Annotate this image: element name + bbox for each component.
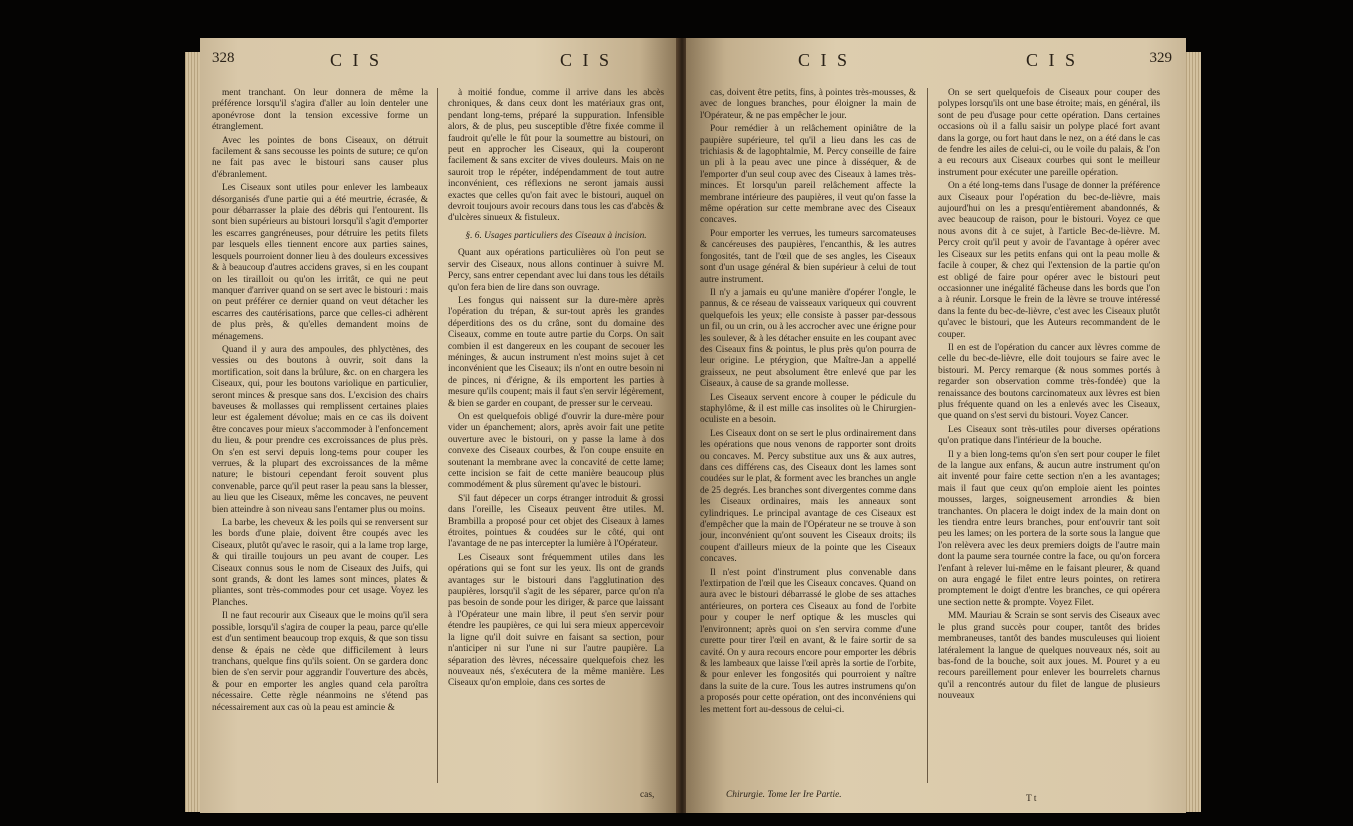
left-head-title-2: C I S <box>560 50 613 70</box>
column-rule <box>437 88 438 783</box>
left-running-head <box>200 50 678 78</box>
column-rule <box>927 88 928 783</box>
left-page-number: 328 <box>212 50 235 66</box>
paragraph: Quant aux opérations particulières où l'on peut se servir des Ciseaux, nous allons continuer à suivre M. Percy, sans entrer cependant avec lui dans tous les détails qu'on fera bien de lire dans son ouvrage. <box>448 248 664 293</box>
paragraph: Pour emporter les verrues, les tumeurs sarcomateuses & cancéreuses des paupières, l'encanthis, & les autres fongosités, tant de l'œil que de ses angles, les Ciseaux sont d'un usage général & bien supérieur à celui de tout autre instrument. <box>700 228 916 285</box>
signature-mark: T t <box>1026 794 1037 804</box>
paragraph: On se sert quelquefois de Ciseaux pour couper des polypes lorsqu'ils ont une base étroite; mais, en général, ils sont de peu d'usage pour cette opération. Dans certaines occasions où il a fallu saisir un polype placé fort avant dans la gorge, ou fort haut dans le nez, on a été dans le cas de fendre les ailes de celui-ci, ou le voile du palais, & l'on a eu recours aux Ciseaux courbes qui sont le meilleur instrument pour exécuter une pareille opération. <box>938 88 1160 178</box>
left-column-2 <box>448 88 664 692</box>
paragraph: cas, doivent être petits, fins, à pointes très-mousses, & avec de longues branches, pour éloigner la main de l'Opérateur, & ne pas empêcher le jour. <box>700 88 916 121</box>
paragraph: Il ne faut recourir aux Ciseaux que le moins qu'il sera possible, lorsqu'il s'agira de couper la peau, parce qu'elle est d'un sentiment beaucoup trop exquis, & que son tissu dense & épais ne cède que difficilement à leurs tranchans, quelque fins qu'ils soient. On se gardera donc bien de s'en servir pour aggrandir l'ouverture des abcès, & pour en emporter les angles quand cela paroîtra nécessaire. Cette règle néanmoins ne s'étend pas nécessairement aux cas où la peau est amincie & <box>212 611 428 713</box>
paragraph: ment tranchant. On leur donnera de même la préférence lorsqu'il s'agira d'aller au loin denteler une aponévrose dont la tension excessive forme un étranglement. <box>212 88 428 133</box>
right-page-number: 329 <box>1149 50 1172 66</box>
paragraph: Avec les pointes de bons Ciseaux, on détruit facilement & sans secousse les points de suture; ce qu'on ne fait pas avec le bistouri sans causer plus d'ébranlement. <box>212 135 428 180</box>
paragraph: Il y a bien long-tems qu'on s'en sert pour couper le filet de la langue aux enfans, & aucun autre instrument qu'on ait inventé pour faire cette section n'en a les avantages; mais il faut que ceux qu'on emploie aient les pointes mousses, larges, soigneusement arrondies & bien tranchantes. On placera le doigt index de la main dont on les tiendra entre leurs branches, pour ent'ouvrir tant soit peu les lames; on les portera de la sorte sous la langue que l'on relèvera avec les deux premiers doigts de l'autre main dont la paume sera tournée contre la face, ou qu'on forcera l'enfant à relever lui-même en le faisant pleurer, & quand on aura engagé le filet entre leurs pointes, on retirera promptement le doigt d'entre les branches, ce qui opérera une section nette & prompte. Voyez Filet. <box>938 449 1160 608</box>
paragraph: à moitié fondue, comme il arrive dans les abcès chroniques, & dans ceux dont les matériaux gras ont, pendant long-tems, préparé la suppuration. Infensible alors, & de plus, peu susceptible d'être fixée comme il faudroit qu'elle le fût pour la soumettre au bistouri, on peut en approcher les Ciseaux, qui la couperont facilement & sans exciter de vives douleurs. Mais on ne sauroit trop le répéter, indépendamment de tout autre inconvénient, ces réflexions ne seront jamais aussi exactes que celles qu'on fait avec le bistouri, auquel on devroit toujours avoir recours dans tous les cas d'abcès & d'ulcères sinueux & fistuleux. <box>448 88 664 224</box>
paragraph: Les Ciseaux sont fréquemment utiles dans les opérations qui se font sur les yeux. Ils ont de grands avantages sur le bistouri dans l'agglutination des paupières, lorsqu'il s'agit de les séparer, parce qu'on n'a pas besoin de sonde pour les diriger, & parce que laissant à l'Opérateur une main libre, il peut s'en servir pour étendre les paupières, ce qui lui sera mieux appercevoir la ligne qu'il doit suivre en faisant sa section, pour n'anticiper ni sur l'une ni sur l'autre paupière. La séparation des lèvres, nécessaire quelquefois chez les nouveaux nés, s'exécutera de la même manière. Les Ciseaux qu'on emploie, dans ces sortes de <box>448 552 664 689</box>
left-column-1 <box>212 88 428 716</box>
paragraph: S'il faut dépecer un corps étranger introduit & grossi dans l'oreille, les Ciseaux peuvent être utiles. M. Brambilla a proposé pour cet objet des Ciseaux à lames étroites, pointues & coudées sur le côté, qui ont l'avantage de ne pas intercepter la lumière à l'Opérateur. <box>448 493 664 550</box>
right-page <box>686 38 1186 813</box>
right-column-2 <box>938 88 1160 705</box>
paragraph: Les Ciseaux sont très-utiles pour diverses opérations qu'on pratique dans l'intérieur de la bouche. <box>938 424 1160 447</box>
paragraph: Les Ciseaux dont on se sert le plus ordinairement dans les opérations que nous venons de rapporter sont droits ou concaves. M. Percy substitue aux uns & aux autres, dans ces différens cas, des Ciseaux dont les lames sont coudées sur le plat, & forment avec les branches un angle de 25 degrés. Les branches sont divergentes comme dans les Ciseaux ordinaires, mais les anneaux sont cylindriques. Le principal avantage de ces Ciseaux est d'empêcher que la main de l'Opérateur ne se trouve à son jour, inconvénient qu'ont souvent les Ciseaux droits; ils coupent d'ailleurs mieux de la pointe que les Ciseaux concaves. <box>700 428 916 565</box>
right-head-title-1: C I S <box>798 50 851 70</box>
paragraph: Il n'y a jamais eu qu'une manière d'opérer l'ongle, le pannus, & ce réseau de vaisseaux variqueux qui couvrent quelquefois les yeux; elle consiste à passer par-dessous un fil, ou un crin, ou à les accrocher avec une érigne pour les soulever, & à les détacher ensuite en les coupant avec des Ciseaux fins & pointus, le plus près qu'on pourra de leur origine. Le ptérygion, que Maître-Jan a appellé graisseux, ne peut absolument être enlevé que par les Ciseaux, à cause de sa grande mollesse. <box>700 287 916 390</box>
paragraph: On est quelquefois obligé d'ouvrir la dure-mère pour vider un épanchement; alors, après avoir fait une petite ouverture avec le bistouri, on y passe la lame à dos convexe des Ciseaux courbes, & l'on coupe ensuite en soutenant la membrane avec la concavité de cette lame; cette incision se fait de cette manière beaucoup plus commodément & plus sûrement qu'avec le bistouri. <box>448 411 664 491</box>
paragraph: Pour remédier à un relâchement opiniâtre de la paupière supérieure, tel qu'il a lieu dans les cas de trichiasis & de lagophtalmie, M. Percy conseille de faire un pli à la peau avec une pince à disséquer, & de l'emporter d'un seul coup avec des Ciseaux à lames très-minces. Et lorsqu'un pareil relâchement affecte la membrane intérieure des paupières, il veut qu'on fasse la même opération sur cette membrane avec des Ciseaux concaves. <box>700 124 916 226</box>
catchword: cas, <box>640 790 655 800</box>
paragraph: La barbe, les cheveux & les poils qui se renversent sur les bords d'une plaie, doivent être coupés avec les Ciseaux, plutôt qu'avec le rasoir, qui a la lame trop large, & qui tiraille toujours un peu avant de couper. Les Ciseaux connus sous le nom de Ciseaux des Juifs, qui sont grands, & dont les lames sont minces, plates & pliantes, sont très-commodes pour cet usage. Voyez les Planches. <box>212 518 428 608</box>
volume-footer: Chirurgie. Tome Ier Ire Partie. <box>726 790 842 800</box>
paragraph: Quand il y aura des ampoules, des phlyctènes, des vessies ou des boutons à ouvrir, soit dans la mortification, soit dans la brûlure, &c. on en chargera les Ciseaux, qui, pour les boutons variolique en particulier, seront minces & presque sans dos. L'excision des chairs baveuses & mollasses qui remplissent certaines plaies leur est également dévolue; mais en ce cas ils doivent être concaves pour mieux s'accommoder à l'enfoncement du lieu, & pour prendre ces excroissances de plus près. On s'en est servi depuis long-tems pour couper les verrues, & la plupart des excroissances de la même nature; le bistouri cependant feroit souvent plus convenable, parce qu'il peut raser la peau sans la blesser, au lieu que les Ciseaux, même les concaves, ne peuvent bien atteindre à son niveau sans l'entamer plus ou moins. <box>212 344 428 515</box>
section-heading: §. 6. Usages particuliers des Ciseaux à incision. <box>465 230 647 241</box>
paragraph: Les Ciseaux sont utiles pour enlever les lambeaux désorganisés d'une partie qui a été meurtrie, écrasée, & pour débarrasser la plaie des débris qui l'entourent. Ils sont bien supérieurs au bistouri lorsqu'il s'agit d'emporter les escarres gangréneuses, pour détruire les petits filets par lesquels elles tiennent encore aux parties saines, lesquels pourroient donner lieu à des douleurs excessives & à beaucoup d'autres accidens graves, si en les coupant on les tirailloit ou qu'on les irritât, ce qui ne peut manquer d'arriver quand on se sert avec le bistouri : mais on peut préférer ce dernier quand on veut détacher les escarres des cautérisations, parce que celles-ci adhèrent de plus près, & qu'elles demandent moins de ménagemens. <box>212 183 428 342</box>
paragraph: Les Ciseaux servent encore à couper le pédicule du staphylôme, & il est mille cas insolites où le Chirurgien-oculiste en a besoin. <box>700 392 916 426</box>
paragraph: MM. Mauriau & Scrain se sont servis des Ciseaux avec le plus grand succès pour couper, tantôt des brides membraneuses, tantôt des bandes musculeuses qui lioient latéralement la langue de quelques nouveaux nés, soit au bas-fond de la bouche, soit aux joues. M. Pouret y a eu recours pareillement pour enlever les bourrelets charnus qu'il a rencontrés autour du filet de langue de plusieurs nouveaux <box>938 611 1160 702</box>
right-running-head <box>686 50 1186 78</box>
paragraph: Il n'est point d'instrument plus convenable dans l'extirpation de l'œil que les Ciseaux concaves. Quand on aura avec le bistouri débarrassé le globe de ses attaches antérieures, on portera ces Ciseaux au fond de l'orbite pour y couper le nerf optique & les muscles qui l'environnent; après quoi on s'en servira comme d'une curette pour tirer l'œil en avant, & le faire sortir de sa cavité. On y aura recours encore pour emporter les débris & les lambeaux que laisse l'œil après la sortie de l'orbite, & pour enlever les fongosités qui pourroient y naître dans la suite de la cure. Tous les autres instrumens qu'on a proposés pour cette opération, ont des inconvéniens qui les mettent fort au-dessous de celui-ci. <box>700 567 916 715</box>
paragraph: Il en est de l'opération du cancer aux lèvres comme de celle du bec-de-lièvre, elle doit toujours se faire avec le bistouri. M. Percy remarque (& nous sommes portés à regarder son observation comme très-fondée) que la renaissance des boutons carcinomateux aux lèvres est bien plus fréquente quand on les a enlevés avec les Ciseaux, que quand on s'est servi du bistouri. Voyez Cancer. <box>938 342 1160 422</box>
paragraph: On a été long-tems dans l'usage de donner la préférence aux Ciseaux pour l'opération du bec-de-lièvre, mais aujourd'hui on les a presqu'entièrement abandonnés, & avec beaucoup de raison, pour le bistouri. Voyez ce que nous avons dit à ce sujet, à l'article Bec-de-lièvre. M. Percy croit qu'il peut y avoir de l'avantage à opérer avec les Ciseaux sur les petits enfans qui ont la peau molle & facile à couper, & chez qui l'extension de la partie qu'on est obligé de faire pour opérer avec le bistouri peut occasionner une inégalité fâcheuse dans les bords que l'on a à réunir. Lorsque le frein de la lèvre se trouve intéressé dans la fente du bec-de-lièvre, c'est avec les Ciseaux plutôt qu'avec le bistouri, que les Auteurs recommandent de le couper. <box>938 181 1160 340</box>
right-head-title-2: C I S <box>1026 50 1079 70</box>
paragraph: Les fongus qui naissent sur la dure-mère après l'opération du trépan, & sur-tout après les grandes déperditions des os du crâne, sont du domaine des Ciseaux, comme en toute autre partie du Corps. On sait combien il est dangereux en les coupant de secouer les méninges, & aucun instrument n'est moins sujet à cet inconvénient que les Ciseaux; ils n'ont en outre besoin ni de pinces, ni d'érigne, & ils emportent les parties à mesure qu'ils coupent; mais il faut s'en servir légèrement, & bien se garder en coupant, de presser sur le cerveau. <box>448 295 664 409</box>
left-head-title-1: C I S <box>330 50 383 70</box>
left-page <box>200 38 678 813</box>
right-column-1 <box>700 88 916 718</box>
